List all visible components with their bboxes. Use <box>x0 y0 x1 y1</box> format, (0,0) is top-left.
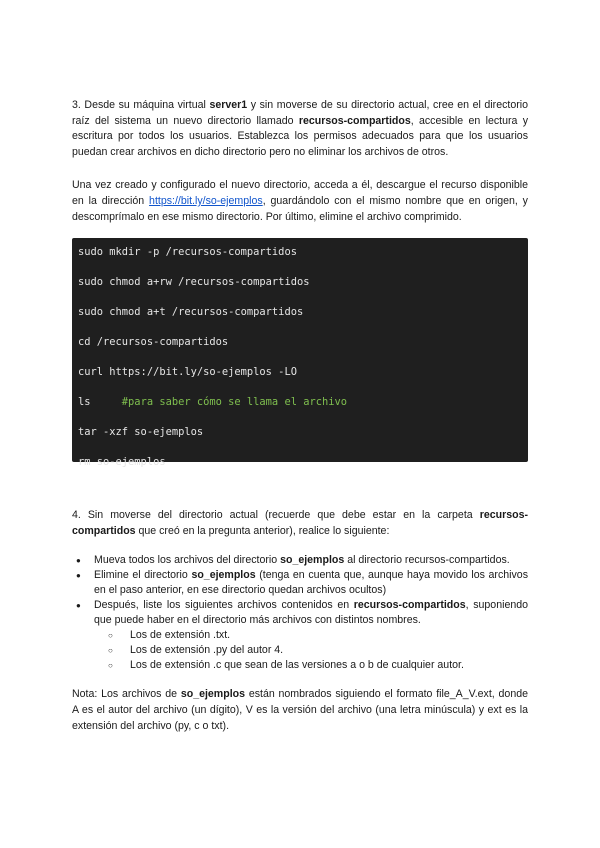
section-3-paragraph-2: Una vez creado y configurado el nuevo directorio, acceda a él, descargue el recurso disponible en la dirección https://bit.ly/so-ejemplos, guardándolo con el mismo nombre que en origen, y descomprímalo en ese mismo directorio. Por último, elimine el archivo comprimido. <box>72 179 528 223</box>
resource-link[interactable]: https://bit.ly/so-ejemplos <box>149 194 263 207</box>
task-list <box>72 553 528 673</box>
code-comment: #para saber cómo se llama el archivo <box>121 396 348 409</box>
sub-list-item: ○ Los de extensión .py del autor 4. <box>94 643 528 658</box>
list-item: ● Después, liste los siguientes archivos contenidos en recursos-compartidos, suponiendo que puede haber en el directorio más archivos con distintos nombres. ○ Los de extensión .txt. ○ Los de extensión .py del autor 4. ○ Los de extensión .c que sean de las versiones a o b de cualquier autor. <box>72 598 528 673</box>
code-block <box>72 238 528 469</box>
code-line: rm so-ejemplos <box>78 456 166 469</box>
code-line: curl https://bit.ly/so-ejemplos -LO <box>78 366 297 379</box>
code-line: cd /recursos-compartidos <box>78 336 229 349</box>
sub-list <box>94 628 528 673</box>
section-3-paragraph-1: 3. Desde su máquina virtual server1 y sin moverse de su directorio actual, cree en el directorio raíz del sistema un nuevo directorio llamado recursos-compartidos, accesible en lectura y escritura por todos los usuarios. Establezca los permisos adecuados para que los usuarios puedan crear archivos en dicho directorio pero no eliminar los archivos de otros. <box>72 99 529 158</box>
code-line: sudo mkdir -p /recursos-compartidos <box>78 246 297 259</box>
code-line: sudo chmod a+t /recursos-compartidos <box>78 306 304 319</box>
section-4-intro: 4. Sin moverse del directorio actual (recuerde que debe estar en la carpeta recursos-compartidos que creó en la pregunta anterior), realice lo siguiente: <box>72 509 528 537</box>
sub-list-item: ○ Los de extensión .txt. <box>94 628 528 643</box>
sub-list-item: ○ Los de extensión .c que sean de las versiones a o b de cualquier autor. <box>94 658 528 673</box>
list-item: ● Mueva todos los archivos del directorio so_ejemplos al directorio recursos-compartidos. <box>72 553 528 568</box>
note-paragraph: Nota: Los archivos de so_ejemplos están nombrados siguiendo el formato file_A_V.ext, donde A es el autor del archivo (un dígito), V es la versión del archivo (una letra minúscula) y ext es la extensión del archivo (py, c o txt). <box>72 688 528 732</box>
server-name: server1 <box>209 99 248 111</box>
code-line: sudo chmod a+rw /recursos-compartidos <box>78 276 310 289</box>
directory-name: recursos-compartidos <box>298 114 411 127</box>
document-page <box>72 98 528 734</box>
code-line: tar -xzf so-ejemplos <box>78 426 204 439</box>
list-item: ● Elimine el directorio so_ejemplos (tenga en cuenta que, aunque haya movido los archivos en el paso anterior, en ese directorio quedan archivos ocultos) <box>72 568 528 598</box>
code-line-with-comment: ls #para saber cómo se llama el archivo <box>78 396 348 409</box>
